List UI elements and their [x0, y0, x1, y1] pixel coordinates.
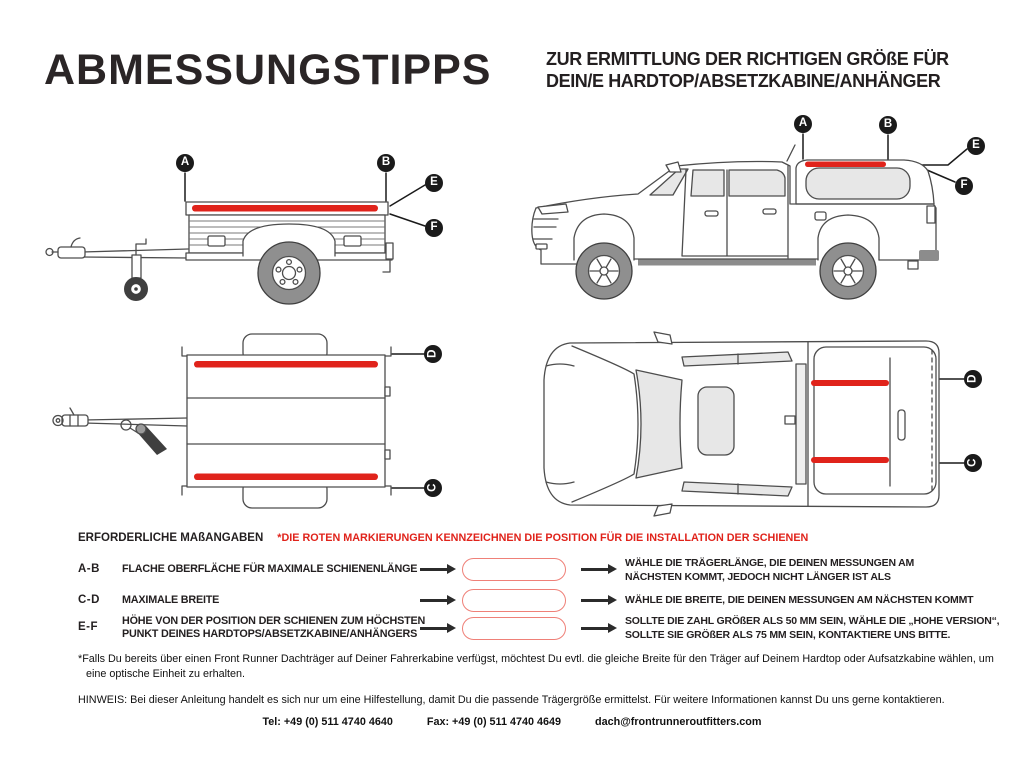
- row-result-line: SOLLTE SIE GRÖßER ALS 75 MM SEIN, KONTAKTIERE UNS BITTE.: [625, 628, 951, 641]
- rail-marking-red-stripe: [194, 361, 378, 368]
- marker-letter: E: [430, 176, 438, 189]
- marker-d-trailer-top: [424, 345, 442, 363]
- row-result: [625, 557, 914, 584]
- row-description-line: MAXIMALE BREITE: [122, 594, 220, 606]
- marker-letter: D: [966, 374, 979, 384]
- row-result-line: WÄHLE DIE TRÄGERLÄNGE, DIE DEINEN MESSUNGEN AM: [625, 557, 915, 569]
- row-id: E-F: [78, 621, 99, 633]
- marker-a-truck: [794, 115, 812, 133]
- arrow-right-icon: [581, 568, 608, 571]
- rail-marking-red-stripe: [805, 162, 886, 168]
- measurements-heading: [78, 532, 808, 544]
- row-id: C-D: [78, 594, 100, 606]
- marker-letter: B: [381, 156, 391, 169]
- marker-letter: B: [883, 118, 893, 131]
- marker-c-trailer-top: [424, 479, 442, 497]
- row-description: [122, 615, 426, 641]
- rail-marking-red-stripe: [811, 457, 889, 463]
- trailer-top-view-drawing: [40, 330, 460, 525]
- row-description: [122, 563, 422, 576]
- marker-letter: F: [960, 179, 968, 192]
- rail-marking-red-stripe: [811, 380, 889, 386]
- truck-top-view-drawing: [530, 330, 1000, 520]
- marker-letter: C: [426, 483, 439, 493]
- marker-e-trailer: [425, 174, 443, 192]
- truck-side-view-drawing: [500, 108, 1000, 323]
- marker-letter: A: [798, 117, 808, 130]
- contact-tel: Tel: +49 (0) 511 4740 4640: [262, 716, 393, 728]
- asterisk-footnote: *Falls Du bereits über einen Front Runner Dachträger auf Deiner Fahrerkabine verfügst, möchtest Du evtl. die gleiche Breite für den Träger auf Deinem Hardtop oder Aufsatzkabine wählen, um eine optische Einheit zu erhalten.: [78, 653, 994, 680]
- red-markings-note: *DIE ROTEN MARKIERUNGEN KENNZEICHNEN DIE POSITION FÜR DIE INSTALLATION DER SCHIENEN: [277, 532, 809, 544]
- marker-letter: C: [966, 458, 979, 468]
- marker-letter: A: [180, 156, 190, 169]
- page-title: ABMESSUNGSTIPPS: [44, 46, 492, 94]
- subtitle-line-2: DEIN/E HARDTOP/ABSETZKABINE/ANHÄNGER: [546, 70, 941, 91]
- truck-side-diagram: [500, 108, 1000, 323]
- arrow-right-icon: [581, 599, 608, 602]
- marker-d-truck-top: [964, 370, 982, 388]
- row-description: [122, 594, 422, 607]
- row-description-line: HÖHE VON DER POSITION DER SCHIENEN ZUM HÖCHSTEN: [122, 615, 426, 627]
- page-subtitle: [546, 49, 949, 92]
- measurements-heading-text: ERFORDERLICHE MAßANGABEN: [78, 532, 264, 544]
- hinweis-note: HINWEIS: Bei dieser Anleitung handelt es sich nur um eine Hilfestellung, damit Du die passende Trägergröße ermittelst. Für weitere Informationen kannst Du uns gerne kontaktieren.: [78, 694, 945, 706]
- subtitle-line-1: ZUR ERMITTLUNG DER RICHTIGEN GRÖßE FÜR: [546, 49, 949, 69]
- measurement-entry-field: [462, 589, 566, 612]
- rail-marking-red-stripe: [194, 474, 378, 481]
- marker-c-truck-top: [964, 454, 982, 472]
- arrow-right-icon: [420, 599, 447, 602]
- marker-letter: E: [972, 139, 980, 152]
- measure-row-ef: [0, 612, 1024, 646]
- trailer-side-view-drawing: [40, 125, 460, 325]
- trailer-top-leader-lines: [392, 354, 424, 488]
- row-result-line: WÄHLE DIE BREITE, DIE DEINEN MESSUNGEN AM NÄCHSTEN KOMMT: [625, 594, 974, 606]
- row-id: A-B: [78, 563, 100, 575]
- marker-letter: D: [426, 349, 439, 359]
- marker-f-truck: [955, 177, 973, 195]
- truck-top-diagram: [530, 330, 1000, 520]
- measure-row-ab: [0, 558, 1024, 586]
- row-result-line: SOLLTE DIE ZAHL GRÖßER ALS 50 MM SEIN, WÄHLE DIE „HOHE VERSION“,: [625, 615, 1000, 627]
- marker-b-trailer: [377, 154, 395, 172]
- row-description-line: FLACHE OBERFLÄCHE FÜR MAXIMALE SCHIENENLÄNGE: [122, 563, 418, 575]
- row-result: [625, 615, 999, 642]
- contact-email: dach@frontrunneroutfitters.com: [595, 716, 762, 728]
- marker-e-truck: [967, 137, 985, 155]
- arrow-right-icon: [420, 568, 447, 571]
- arrow-right-icon: [420, 627, 447, 630]
- measurement-entry-field: [462, 617, 566, 640]
- row-result-line: NÄCHSTEN KOMMT, JEDOCH NICHT LÄNGER IST ALS: [625, 570, 891, 583]
- rail-marking-red-stripe: [192, 205, 378, 212]
- marker-letter: F: [430, 221, 438, 234]
- marker-f-trailer: [425, 219, 443, 237]
- contact-fax: Fax: +49 (0) 511 4740 4649: [426, 716, 562, 728]
- contact-line: [0, 716, 1024, 728]
- trailer-top-diagram: [40, 330, 460, 525]
- row-description-line: PUNKT DEINES HARDTOPS/ABSETZKABINE/ANHÄNGERS: [122, 628, 418, 640]
- row-result: [625, 594, 973, 608]
- trailer-side-diagram: [40, 125, 460, 325]
- measurement-entry-field: [462, 558, 566, 581]
- marker-a-trailer: [176, 154, 194, 172]
- arrow-right-icon: [581, 627, 608, 630]
- marker-b-truck: [879, 116, 897, 134]
